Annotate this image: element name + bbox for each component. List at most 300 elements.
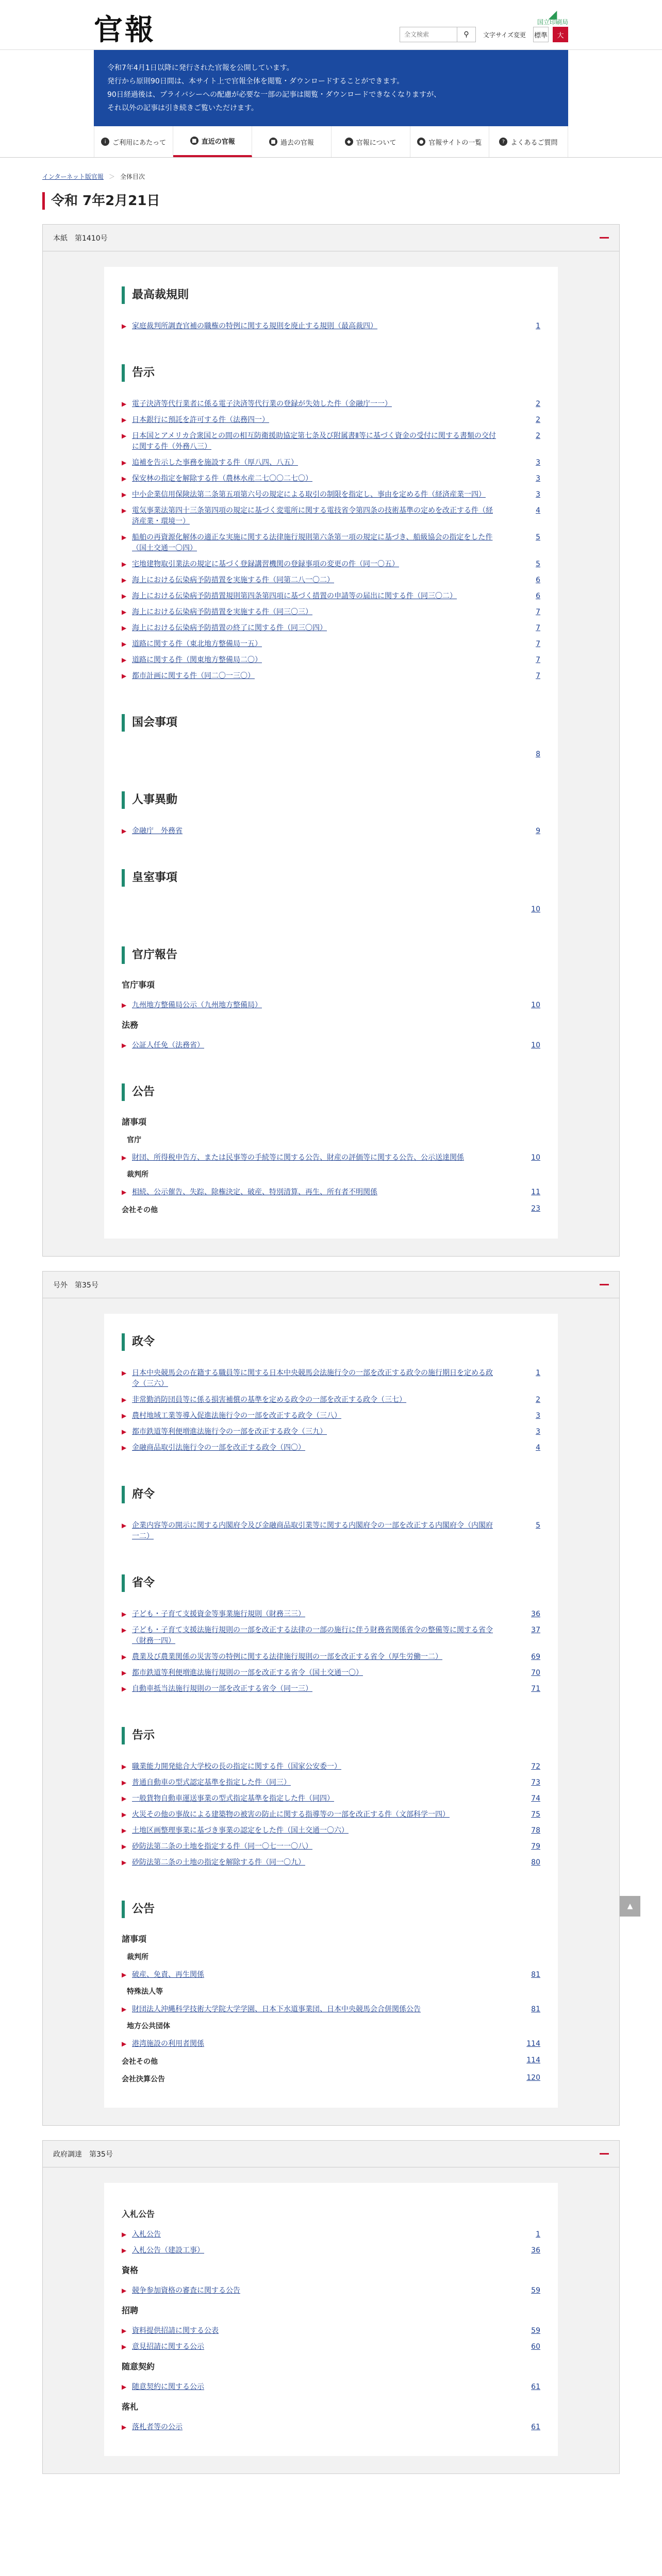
arrow-right-icon: ▶	[122, 2287, 127, 2294]
toc-item-link[interactable]: 子ども・子育て支援法施行規則の一部を改正する法律の一部の施行に伴う財務省関係省令の整備等に関する省令（財務一四）	[132, 1626, 493, 1645]
collapse-icon[interactable]	[600, 237, 609, 239]
toc-item-link[interactable]: 海上における伝染病予防措置を実施する件（同第二八一〇二）	[132, 576, 334, 584]
arrow-right-icon: ▶	[122, 1626, 127, 1634]
toc-row-main	[122, 1395, 498, 1405]
toc-section	[122, 1486, 540, 1545]
toc-row	[122, 2419, 540, 2435]
font-size-label: 文字サイズ変更	[483, 31, 526, 39]
toc-row	[122, 1807, 540, 1823]
toc-row	[122, 823, 540, 839]
toc-row-main	[122, 1187, 498, 1198]
page-number-link[interactable]: 114	[526, 2056, 540, 2064]
toc-item-link[interactable]: 追補を告示した事務を施設する件（厚八四、八五）	[132, 459, 298, 467]
section-title: 告示	[122, 364, 540, 382]
site-logo[interactable]: 官報	[94, 13, 156, 47]
arrow-right-icon: ▶	[122, 2040, 127, 2047]
page-number-link[interactable]: 7	[536, 672, 540, 680]
toc-row-main	[122, 505, 498, 527]
page-number-link[interactable]: 78	[531, 1826, 540, 1835]
page-number-link[interactable]: 114	[526, 2040, 540, 2048]
toc-row-main	[122, 2422, 498, 2433]
issue-panel	[42, 1271, 620, 2126]
page-number-link[interactable]: 9	[536, 827, 540, 835]
section-title: 公告	[122, 1083, 540, 1101]
subsection-title: 法務	[122, 1020, 139, 1030]
nav-label: 官報について	[356, 139, 396, 147]
toc-row	[122, 1839, 540, 1855]
toc-row-main	[122, 2342, 498, 2352]
arrow-right-icon: ▶	[122, 656, 127, 664]
page-number-link[interactable]: 36	[531, 1610, 540, 1618]
toc-row	[122, 1759, 540, 1775]
page-number-link[interactable]: 3	[536, 1412, 540, 1420]
toc-item-link[interactable]: 海上における伝染病予防措置を実施する件（同三〇三）	[132, 608, 312, 616]
page-number-link[interactable]: 7	[536, 640, 540, 648]
page-number-link[interactable]: 72	[531, 1762, 540, 1771]
page-number-link[interactable]: 7	[536, 656, 540, 664]
toc-section	[122, 791, 540, 839]
toc-section	[122, 1574, 540, 1697]
arrow-right-icon: ▶	[122, 1369, 127, 1377]
page-number-link[interactable]: 5	[536, 1521, 540, 1530]
page-number-link[interactable]: 71	[531, 1685, 540, 1693]
font-size-standard-button[interactable]: 標準	[533, 27, 549, 42]
toc-item-link[interactable]: 道路に関する件（関東地方整備局二〇）	[132, 656, 262, 664]
nav-item-about[interactable]	[332, 126, 410, 157]
toc-row	[122, 588, 540, 604]
page-number-link[interactable]: 10	[531, 905, 540, 913]
arrow-right-icon: ▶	[122, 672, 127, 680]
toc-row-main	[122, 1684, 498, 1694]
arrow-right-icon: ▶	[122, 1859, 127, 1866]
nav-item-sites[interactable]	[410, 126, 489, 157]
toc-row	[122, 1791, 540, 1807]
toc-item-link[interactable]: 企業内容等の開示に関する内閣府令及び金融商品取引業等に関する内閣府令の一部を改正する内閣府令（内閣府一二）	[132, 1521, 493, 1540]
arrow-right-icon: ▶	[122, 1189, 127, 1196]
arrow-right-icon: ▶	[122, 400, 127, 408]
arrow-right-icon: ▶	[122, 1779, 127, 1786]
page-number-link[interactable]: 10	[531, 1041, 540, 1049]
page-number-link[interactable]: 61	[531, 2383, 540, 2391]
page-number-link[interactable]: 59	[531, 2286, 540, 2295]
arrow-right-icon: ▶	[122, 1971, 127, 1978]
arrow-right-icon: ▶	[122, 1428, 127, 1435]
page-number-link[interactable]: 8	[536, 750, 540, 758]
arrow-right-icon: ▶	[122, 2343, 127, 2350]
arrow-right-icon: ▶	[122, 2247, 127, 2254]
toc-row-main	[122, 826, 498, 837]
page-number-link[interactable]: 7	[536, 624, 540, 632]
toc-row-main	[122, 591, 498, 602]
toc-row-main	[122, 1668, 498, 1679]
section-title: 省令	[122, 1574, 540, 1592]
page-number-link[interactable]: 3	[536, 490, 540, 499]
toc-item-link[interactable]: 土地区画整理事業に基づき事業の認定をした件（国土交通一〇六）	[132, 1826, 349, 1835]
arrow-right-icon: ▶	[122, 491, 127, 498]
page-number-link[interactable]: 60	[531, 2343, 540, 2351]
page-number-link[interactable]: 3	[536, 459, 540, 467]
section-title: 人事異動	[122, 791, 540, 809]
toc-row-main	[122, 1368, 498, 1389]
toc-row-main	[122, 457, 498, 468]
page-number-link[interactable]: 3	[536, 474, 540, 483]
page-number-link[interactable]: 2	[536, 1396, 540, 1404]
collapse-icon[interactable]	[600, 1284, 609, 1285]
toc-row	[122, 428, 540, 455]
section-title: 府令	[122, 1486, 540, 1503]
toc-row-main	[122, 623, 498, 634]
page-number-link[interactable]: 7	[536, 608, 540, 616]
toc-row	[122, 1967, 540, 1983]
page-number-link[interactable]: 1	[536, 2230, 540, 2239]
page-number-link[interactable]: 3	[536, 1428, 540, 1436]
toc-item-link[interactable]: 日本国とアメリカ合衆国との間の相互防衛援助協定第七条及び附属書Ⅱ等に基づく資金の受付に関する書類の交付に関する件（外務八三）	[132, 432, 496, 451]
toc-row-main	[122, 1777, 498, 1788]
toc-row	[122, 997, 540, 1013]
toc-row	[122, 1855, 540, 1871]
page-number-link[interactable]: 6	[536, 576, 540, 584]
page-number-link[interactable]: 70	[531, 1669, 540, 1677]
page-number-link[interactable]: 10	[531, 1001, 540, 1009]
toc-item-link[interactable]: 破産、免責、再生関係	[132, 1971, 204, 1979]
page-number-link[interactable]: 61	[531, 2423, 540, 2431]
issue-header[interactable]	[43, 225, 619, 251]
page-number-link[interactable]: 11	[531, 1188, 540, 1196]
page-number-link[interactable]: 2	[536, 432, 540, 440]
section-title: 皇室事項	[122, 869, 540, 887]
page-number-link[interactable]: 23	[531, 1205, 540, 1213]
page-number-link[interactable]: 4	[536, 1444, 540, 1452]
nav-item-usage[interactable]	[94, 126, 173, 157]
breadcrumb	[42, 172, 620, 181]
toc-row	[122, 604, 540, 620]
issue-label: 本紙 第1410号	[53, 234, 108, 243]
page-number-link[interactable]: 81	[531, 1971, 540, 1979]
toc-item-link[interactable]: 砂防法第二条の土地を指定する件（同一〇七一一〇八）	[132, 1842, 312, 1851]
toc-row-main	[122, 1857, 498, 1868]
page-number-link[interactable]: 5	[536, 560, 540, 568]
issue-header[interactable]	[43, 1272, 619, 1298]
nav-item-recent[interactable]	[173, 126, 252, 157]
arrow-right-icon: ▶	[122, 2327, 127, 2334]
toc-row-main	[122, 431, 498, 452]
toc-item-link[interactable]: 海上における伝染病予防措置規則第四条第四項に基づく措置の申請等の届出に関する件（同三〇二）	[132, 592, 457, 600]
search-button[interactable]	[457, 27, 475, 42]
toc-row-main	[122, 1841, 498, 1852]
page-number-link[interactable]: 4	[536, 506, 540, 515]
toc-item-link[interactable]: 随意契約に関する公示	[132, 2383, 204, 2391]
page-number-link[interactable]: 36	[531, 2246, 540, 2255]
toc-item-link[interactable]: 都市鉄道等利便増進法施行令の一部を改正する政令（三九）	[132, 1428, 327, 1436]
section-title: 公告	[122, 1901, 540, 1918]
page-number-link[interactable]: 81	[531, 2005, 540, 2013]
subsection-title: 落札	[122, 2402, 139, 2412]
toc-item-link[interactable]: 職業能力開発総合大学校の長の指定に関する件（国家公安委一）	[132, 1762, 341, 1771]
page-number-link[interactable]: 1	[536, 322, 540, 330]
collapse-icon[interactable]	[600, 2153, 609, 2155]
page-number-link[interactable]: 5	[536, 533, 540, 541]
toc-plain-row	[122, 2070, 540, 2087]
toc-item-link[interactable]: 農村地域工業等導入促進法施行令の一部を改正する政令（三八）	[132, 1412, 341, 1420]
arrow-right-icon: ▶	[122, 608, 127, 616]
info-icon: i	[101, 138, 109, 146]
arrow-right-icon: ▶	[122, 2231, 127, 2238]
toc-row	[122, 1775, 540, 1791]
toc-row	[122, 2323, 540, 2339]
question-icon: ?	[499, 138, 507, 146]
toc-item-link[interactable]: 金融商品取引法施行令の一部を改正する政令（四〇）	[132, 1444, 305, 1452]
arrow-right-icon: ▶	[122, 2383, 127, 2391]
arrow-right-icon: ▶	[122, 1002, 127, 1009]
agency-mark-icon: ◢	[548, 8, 557, 21]
toc-row	[122, 652, 540, 668]
toc-item-link[interactable]: 入札公告	[132, 2230, 161, 2239]
page-number-link[interactable]: 1	[536, 1369, 540, 1377]
toc-row	[122, 572, 540, 588]
toc-row	[122, 318, 540, 334]
toc-item-link[interactable]: 自動車抵当法施行規則の一部を改正する省令（同一三）	[132, 1685, 312, 1693]
arrow-right-icon: ▶	[122, 1669, 127, 1676]
notice-line: 90日経過後は、プライバシーへの配慮が必要な一部の記事は閲覧・ダウンロードできなくなりますが、	[107, 91, 441, 99]
nav-item-faq[interactable]	[489, 126, 568, 157]
nav-label: 直近の官報	[201, 138, 235, 146]
subsubsection-title: 地方公共団体	[127, 2022, 170, 2030]
subsubsection-title: 特殊法人等	[127, 1988, 163, 1996]
arrow-right-icon: ▶	[122, 640, 127, 648]
toc-section	[122, 1727, 540, 1871]
toc-item-link[interactable]: 中小企業信用保険法第二条第五項第六号の規定による取引の制限を指定し、事由を定める件（経済産業一四）	[132, 490, 486, 499]
arrow-right-icon: ▶	[122, 1611, 127, 1618]
nav-item-past[interactable]	[252, 126, 331, 157]
toc-section	[122, 869, 540, 917]
toc-item-link[interactable]: 電気事業法第四十三条第四項の規定に基づく変電所に関する電技省令第四条の技術基準の定めを改正する件（経済産業・環境一）	[132, 506, 493, 526]
toc-row	[122, 1392, 540, 1408]
toc-row	[122, 1649, 540, 1665]
page-number-link[interactable]: 2	[536, 416, 540, 424]
toc-item-link[interactable]: 一般貨物自動車運送事業の型式指定基準を指定した件（同四）	[132, 1794, 334, 1803]
toc-item-link[interactable]: 意見招請に関する公示	[132, 2343, 204, 2351]
arrow-right-icon: ▶	[122, 459, 127, 466]
page-number-link[interactable]: 37	[531, 1626, 540, 1634]
toc-row-main	[122, 415, 498, 426]
toc-item-link[interactable]: 日本銀行に預託を許可する件（法務四一）	[132, 416, 269, 424]
toc-item-link[interactable]: 船舶の再資源化解体の適正な実施に関する法律施行規則第六条第一項の規定に基づき、船級協会の指定をした件（国土交通一〇四）	[132, 533, 493, 552]
page-number-link[interactable]: 69	[531, 1653, 540, 1661]
arrow-right-icon: ▶	[122, 1396, 127, 1403]
arrow-right-icon: ▶	[122, 827, 127, 835]
toc-section	[122, 714, 540, 761]
page-number-link[interactable]: 73	[531, 1778, 540, 1787]
toc-item-link[interactable]: 公証人任免（法務省）	[132, 1041, 204, 1049]
section-title: 告示	[122, 1727, 540, 1744]
toc-row-main	[122, 607, 498, 618]
section-title: 政令	[122, 1333, 540, 1351]
page-number-link[interactable]: 2	[536, 400, 540, 408]
toc-item-link[interactable]: 財団法人沖縄科学技術大学院大学学園、日本下水道事業団、日本中央競馬会合併関係公告	[132, 2005, 421, 2013]
toc-row	[122, 2243, 540, 2259]
toc-row-main	[122, 1040, 498, 1051]
toc-item-link[interactable]: 砂防法第二条の土地の指定を解除する件（同一〇九）	[132, 1858, 305, 1867]
toc-row	[122, 1440, 540, 1456]
toc-row	[122, 1184, 540, 1200]
search-icon: ⚲	[464, 30, 469, 39]
section-title: 国会事項	[122, 714, 540, 732]
toc-row-main	[122, 1970, 498, 1980]
breadcrumb-home-link[interactable]: インターネット版官報	[42, 173, 104, 180]
toc-row-main	[122, 473, 498, 484]
arrow-right-icon: ▶	[122, 1444, 127, 1451]
toc-row	[122, 1518, 540, 1545]
toc-item-link[interactable]: 都市鉄道等利便増進法施行規則の一部を改正する省令（国土交通一〇）	[132, 1669, 363, 1677]
toc-row-main	[122, 2004, 498, 2015]
toc-row-main	[122, 1411, 498, 1421]
notice-line: 令和7年4月1日以降に発行された官報を公開しています。	[107, 64, 294, 72]
toc-item-link[interactable]: 子ども・子育て支援資金等事業施行規則（財務三三）	[132, 1610, 305, 1618]
toc-item-link[interactable]: 金融庁 外務省	[132, 827, 183, 835]
toc-item-link[interactable]: 保安林の指定を解除する件（農林水産二七〇〇二七〇）	[132, 474, 312, 483]
toc-item-link[interactable]: 普通自動車の型式認定基準を指定した件（同三）	[132, 1778, 291, 1787]
toc-row-main	[122, 2285, 498, 2296]
page-number-link[interactable]: 79	[531, 1842, 540, 1851]
page-number-link[interactable]: 59	[531, 2327, 540, 2335]
toc-row	[122, 1150, 540, 1166]
toc-row	[122, 1665, 540, 1681]
toc-item-link[interactable]: 資料提供招請に関する公表	[132, 2327, 219, 2335]
page-top-button[interactable]	[620, 1896, 640, 1917]
toc-item-link[interactable]: 都市計画に関する件（同二〇一三〇）	[132, 672, 255, 680]
toc-row	[122, 2227, 540, 2243]
agency-logo[interactable]	[537, 8, 568, 26]
toc-row	[122, 455, 540, 471]
arrow-right-icon: ▶	[122, 1843, 127, 1850]
breadcrumb-separator-icon: ＞	[108, 173, 115, 180]
toc-row-main	[122, 1652, 498, 1663]
page-number-link[interactable]: 80	[531, 1858, 540, 1867]
toc-section	[122, 1333, 540, 1456]
toc-item-link[interactable]: 電子決済等代行業者に係る電子決済等代行業の登録が失効した件（金融庁一一）	[132, 400, 392, 408]
toc-row-main	[122, 1809, 498, 1820]
toc-row	[122, 636, 540, 652]
toc-row-main	[122, 532, 498, 554]
toc-row-main	[122, 1761, 498, 1772]
toc-item-link[interactable]: 農業及び農業関係の災害等の特例に関する法律施行規則の一部を改正する省令（厚生労働一二）	[132, 1653, 442, 1661]
toc-section	[122, 2208, 540, 2435]
toc-item-link[interactable]: 競争参加資格の審査に関する公告	[132, 2286, 240, 2295]
font-size-large-button[interactable]: 大	[553, 27, 568, 42]
toc-item-link[interactable]: 日本中央競馬会の在籍する職員等に関する日本中央競馬会法施行令の一部を改正する政令の施行期日を定める政令（三六）	[132, 1369, 493, 1388]
arrow-right-icon: ▶	[122, 1811, 127, 1818]
page-number-link[interactable]: 74	[531, 1794, 540, 1803]
page-number-link[interactable]: 10	[531, 1154, 540, 1162]
toc-row-main	[122, 2326, 498, 2336]
toc-item-link[interactable]: 相続、公示催告、失踪、除権決定、破産、特別清算、再生、所有者不明関係	[132, 1188, 377, 1196]
arrow-right-icon: ▶	[122, 475, 127, 482]
toc-item-link[interactable]: 宅地建物取引業法の規定に基づく登録講習機関の登録事項の変更の件（同一〇五）	[132, 560, 399, 568]
toc-row-main	[122, 639, 498, 650]
header-tools	[400, 27, 568, 42]
toc-row-main	[122, 575, 498, 586]
page-number-link[interactable]: 75	[531, 1810, 540, 1819]
toc-section	[122, 946, 540, 1054]
toc-plain-row	[122, 746, 540, 761]
arrow-right-icon: ▶	[122, 534, 127, 541]
toc-row	[122, 1622, 540, 1649]
issue-label: 号外 第35号	[53, 1281, 98, 1290]
site-header	[0, 0, 662, 50]
issue-body	[104, 1314, 558, 2108]
arrow-right-icon: ▶	[122, 507, 127, 514]
subsubsection-title: 裁判所	[127, 1171, 148, 1179]
notice-line: それ以外の記事は引き続きご覧いただけます。	[107, 104, 258, 112]
toc-row	[122, 1606, 540, 1622]
toc-item-link[interactable]: 火災その他の事故による建築物の被害の防止に関する指導等の一部を改正する件（文部科学一四）	[132, 1810, 450, 1819]
issue-panel	[42, 2140, 620, 2474]
subsection-title: 招聘	[122, 2306, 139, 2315]
subsection-title: 随意契約	[122, 2362, 155, 2371]
toc-plain-row	[122, 901, 540, 917]
toc-row	[122, 396, 540, 412]
subsection-title: 諸事項	[122, 1934, 147, 1944]
toc-item-link[interactable]: 入札公告（建設工事）	[132, 2246, 204, 2255]
toc-section	[122, 1901, 540, 2087]
toc-section	[122, 286, 540, 334]
toc-item-link[interactable]: 海上における伝染病予防措置の終了に関する件（同三〇四）	[132, 624, 327, 632]
issue-body	[104, 2183, 558, 2456]
page-number-link[interactable]: 120	[526, 2074, 540, 2082]
toc-row	[122, 2379, 540, 2395]
toc-row-main	[122, 1000, 498, 1011]
nav-label: 過去の官報	[280, 139, 314, 147]
toc-item-link[interactable]: 非常勤消防団員等に係る損害補償の基準を定める政令の一部を改正する政令（三七）	[132, 1396, 406, 1404]
toc-item-link[interactable]: 家庭裁判所調査官補の職権の特例に関する規則を廃止する規則（最高裁四）	[132, 322, 377, 330]
issue-label: 政府調達 第35号	[53, 2150, 113, 2159]
toc-row-main	[122, 2245, 498, 2256]
arrow-right-icon: ▶	[122, 592, 127, 600]
arrow-right-icon: ▶	[122, 1685, 127, 1692]
subsubsection-title: 官庁	[127, 1136, 141, 1144]
subsection-title: 入札公告	[122, 2209, 155, 2219]
arrow-right-icon: ▶	[122, 624, 127, 632]
nav-label: 官報サイトの一覧	[428, 139, 482, 147]
toc-item-link[interactable]: 道路に関する件（東北地方整備局一五）	[132, 640, 262, 648]
arrow-right-icon: ▶	[122, 561, 127, 568]
book-icon: ■	[190, 137, 198, 145]
toc-row-main	[122, 1625, 498, 1647]
arrow-right-icon: ▶	[122, 1763, 127, 1770]
toc-item-link[interactable]: 落札者等の公示	[132, 2423, 183, 2431]
arrow-right-icon: ▶	[122, 432, 127, 439]
issue-panel	[42, 224, 620, 1257]
toc-item-link[interactable]: 港湾施設の利用者関係	[132, 2040, 204, 2048]
page-number-link[interactable]: 6	[536, 592, 540, 600]
subsection-title: 諸事項	[122, 1117, 147, 1127]
issue-header[interactable]	[43, 2141, 619, 2167]
arrow-right-icon: ▶	[122, 1412, 127, 1419]
issues-container	[0, 224, 662, 2474]
megaphone-icon: ◆	[345, 138, 353, 146]
toc-plain-label: 会社その他	[122, 2058, 158, 2066]
toc-row	[122, 2002, 540, 2018]
page-title: 令和 7年2月21日	[42, 192, 620, 210]
toc-item-link[interactable]: 九州地方整備局公示（九州地方整備局）	[132, 1001, 262, 1009]
toc-row	[122, 556, 540, 572]
toc-row-main	[122, 489, 498, 500]
arrow-right-icon: ▶	[122, 1653, 127, 1660]
global-nav	[0, 126, 662, 158]
notice-line: 発行から原則90日間は、本サイト上で官報全体を閲覧・ダウンロードすることができます。	[107, 77, 404, 86]
search-input[interactable]	[400, 27, 457, 42]
toc-item-link[interactable]: 財団、所得税申告方、または民事等の手続等に関する公告、財産の評価等に関する公告、公示送達関係	[132, 1154, 464, 1162]
